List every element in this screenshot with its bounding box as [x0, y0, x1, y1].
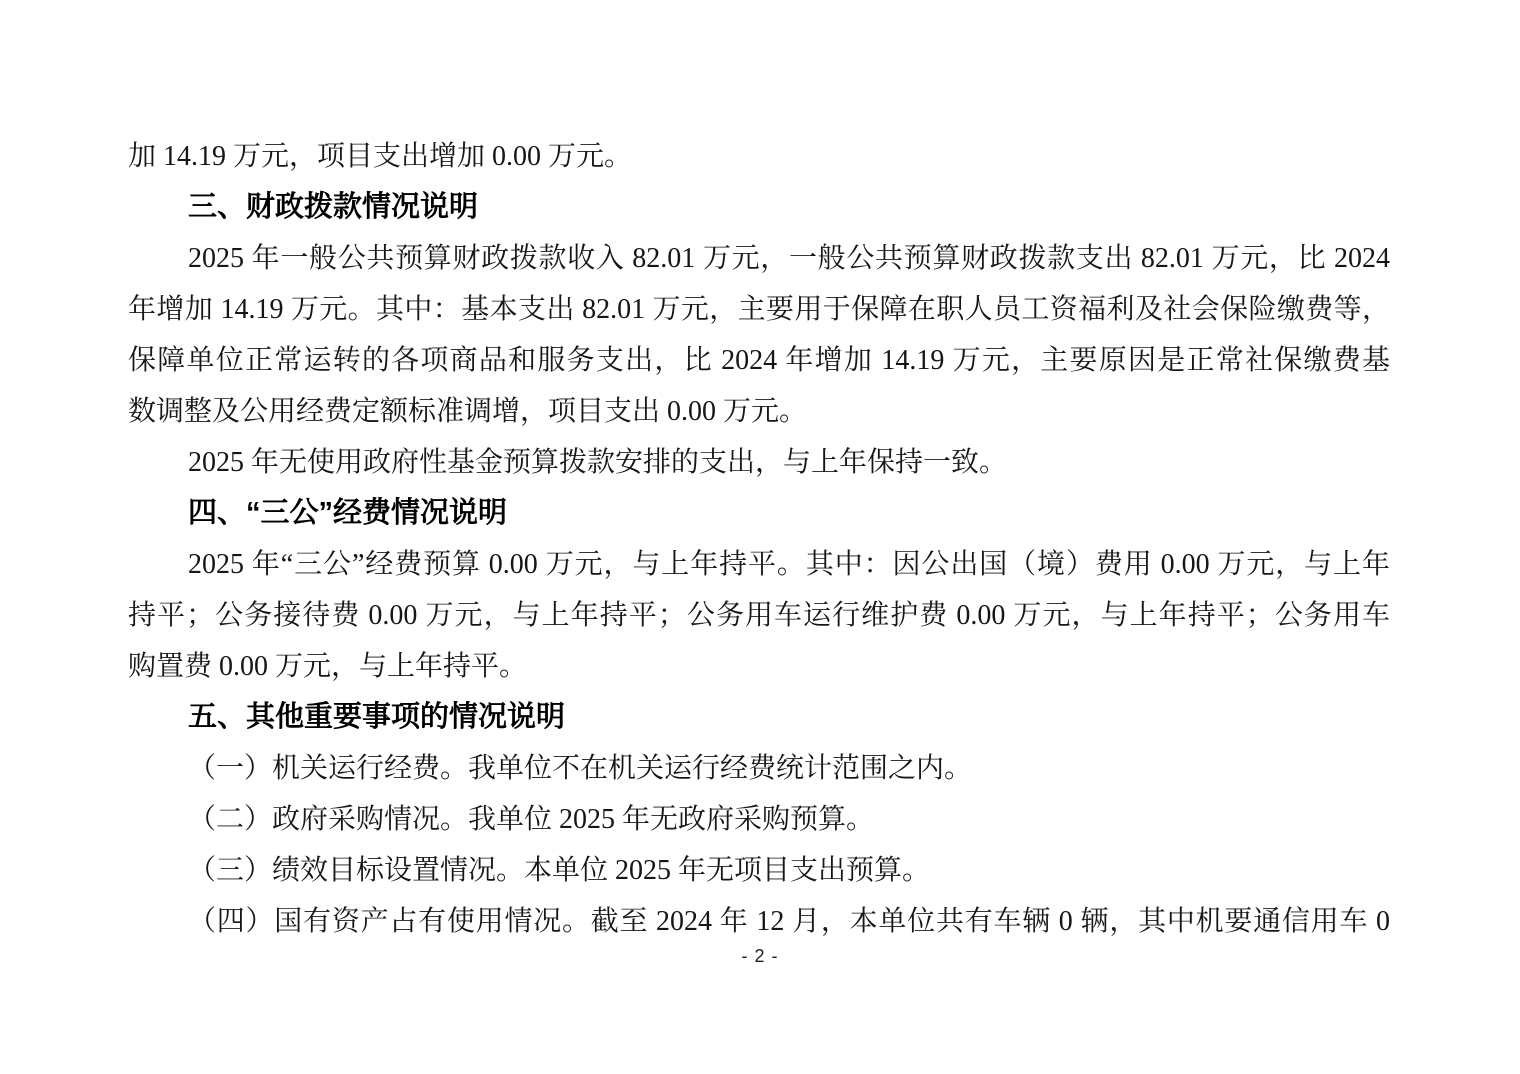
body-line-sangong-2: 持平；公务接待费 0.00 万元，与上年持平；公务用车运行维护费 0.00 万元，与上年持平；公务用车 — [128, 600, 1390, 631]
heading-section-three: 三、财政拨款情况说明 — [188, 191, 479, 223]
body-line-fiscal-1: 2025 年一般公共预算财政拨款收入 82.01 万元，一般公共预算财政拨款支出 82.01 万元，比 2024 — [188, 243, 1390, 274]
body-line-fiscal-4: 数调整及公用经费定额标准调增，项目支出 0.00 万元。 — [128, 396, 808, 427]
heading-section-four: 四、“三公”经费情况说明 — [188, 497, 508, 529]
list-item-one: （一）机关运行经费。我单位不在机关运行经费统计范围之内。 — [188, 753, 973, 784]
body-line-sangong-1: 2025 年“三公”经费预算 0.00 万元，与上年持平。其中：因公出国（境）费用 0.00 万元，与上年 — [188, 549, 1390, 580]
list-item-four: （四）国有资产占有使用情况。截至 2024 年 12 月，本单位共有车辆 0 辆，其中机要通信用车 0 — [188, 906, 1390, 937]
document-body — [128, 131, 1390, 947]
body-line-sangong-3: 购置费 0.00 万元，与上年持平。 — [128, 651, 528, 682]
body-line-fiscal-3: 保障单位正常运转的各项商品和服务支出，比 2024 年增加 14.19 万元，主要原因是正常社保缴费基 — [128, 345, 1390, 376]
body-line-carryover: 加 14.19 万元，项目支出增加 0.00 万元。 — [128, 141, 633, 172]
body-line-gov-fund: 2025 年无使用政府性基金预算拨款安排的支出，与上年保持一致。 — [188, 447, 1008, 478]
page-number: - 2 - — [741, 946, 779, 966]
list-item-two: （二）政府采购情况。我单位 2025 年无政府采购预算。 — [188, 804, 875, 835]
heading-section-five: 五、其他重要事项的情况说明 — [188, 701, 566, 733]
body-line-fiscal-2: 年增加 14.19 万元。其中：基本支出 82.01 万元，主要用于保障在职人员工资福利及社会保险缴费等， — [128, 294, 1390, 325]
list-item-three: （三）绩效目标设置情况。本单位 2025 年无项目支出预算。 — [188, 855, 931, 886]
